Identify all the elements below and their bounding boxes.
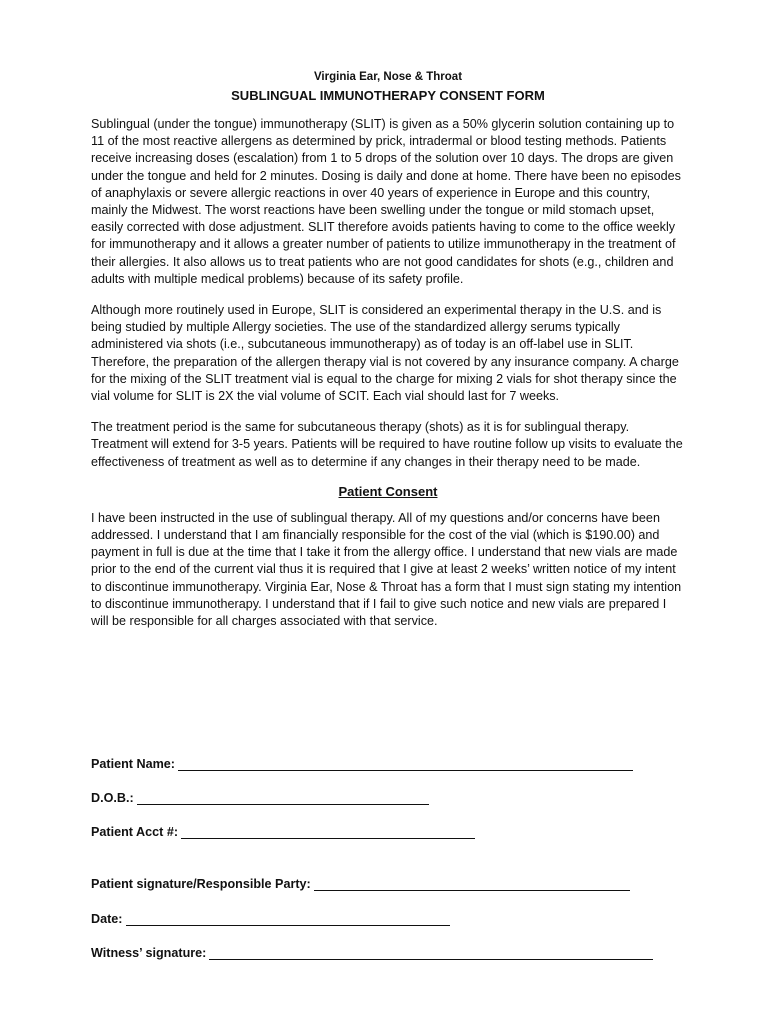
- form-title: SUBLINGUAL IMMUNOTHERAPY CONSENT FORM: [231, 88, 545, 103]
- signature-line[interactable]: [314, 876, 630, 891]
- patient-acct-label: Patient Acct #:: [91, 825, 179, 839]
- witness-signature-label: Witness’ signature:: [91, 946, 207, 960]
- signature-label: Patient signature/Responsible Party:: [91, 877, 311, 891]
- treatment-period-paragraph: The treatment period is the same for subcutaneous therapy (shots) as it is for sublingual therapy. Treatment will extend for 3-5 years. Patients will be required to have routine follow up visits to evaluate the effectiveness of treatment as well as to determine if any changes in their therapy need to be made.: [91, 420, 683, 469]
- intro-paragraph: Sublingual (under the tongue) immunotherapy (SLIT) is given as a 50% glycerin solution containing up to 11 of the most reactive allergens as determined by prick, intradermal or blood testing methods. Patients receive increasing doses (escalation) from 1 to 5 drops of the solution over 10 days. The drops are given under the tongue and held for 2 minutes. Dosing is daily and done at home. There have been no episodes of anaphylaxis or severe allergic reactions in over 40 years of experience in Europe and this country, mainly the Midwest. The worst reactions have been swelling under the tongue or mild stomach upset, easily corrected with dose adjustment. SLIT therefore avoids patients having to come to the office weekly for immunotherapy and it allows a greater number of patients to utilize immunotherapy in the treatment of their allergies. It also allows us to treat patients who are not good candidates for shots (e.g., children and adults with multiple medical problems) because of its safety profile.: [91, 117, 681, 286]
- dob-label: D.O.B.:: [91, 791, 134, 805]
- dob-field[interactable]: [91, 790, 429, 805]
- patient-consent-heading: Patient Consent: [338, 483, 438, 499]
- date-line[interactable]: [126, 911, 450, 926]
- patient-consent-text: I have been instructed in the use of sublingual therapy. All of my questions and/or concerns have been addressed. I understand that I am financially responsible for the cost of the vial (which is $190.00) and payment in full is due at the time that I take it from the allergy office. I understand that new vials are made prior to the end of the current vial thus it is required that I give at least 2 weeks’ written notice of my intent to discontinue immunotherapy. Virginia Ear, Nose & Throat has a form that I must sign stating my intention to discontinue immunotherapy. I understand that if I fail to give such notice and new vials are prepared I will be responsible for all charges associated with that service.: [91, 510, 682, 629]
- patient-name-label: Patient Name:: [91, 757, 175, 771]
- patient-acct-line[interactable]: [181, 824, 475, 839]
- organization-name: Virginia Ear, Nose & Throat: [313, 71, 463, 83]
- date-label: Date:: [91, 912, 123, 926]
- patient-acct-field[interactable]: [91, 824, 475, 839]
- date-field[interactable]: [91, 911, 450, 926]
- dob-line[interactable]: [137, 790, 429, 805]
- witness-signature-line[interactable]: [209, 945, 653, 960]
- patient-name-field[interactable]: [91, 756, 633, 771]
- experimental-therapy-paragraph: Although more routinely used in Europe, SLIT is considered an experimental therapy in the U.S. and is being studied by multiple Allergy societies. The use of the standardized allergy serums typically administered via shots (i.e., subcutaneous immunotherapy) as of today is an off-label use in SLIT. Therefore, the preparation of the allergen therapy vial is not covered by any insurance company. A charge for the mixing of the SLIT treatment vial is equal to the charge for mixing 2 vials for shot therapy since the vial volume for SLIT is 2X the vial volume of SCIT. Each vial should last for 7 weeks.: [91, 303, 679, 404]
- signature-field[interactable]: [91, 876, 630, 891]
- patient-name-line[interactable]: [178, 756, 633, 771]
- consent-form-page: [91, 70, 685, 630]
- witness-signature-field[interactable]: [91, 945, 653, 960]
